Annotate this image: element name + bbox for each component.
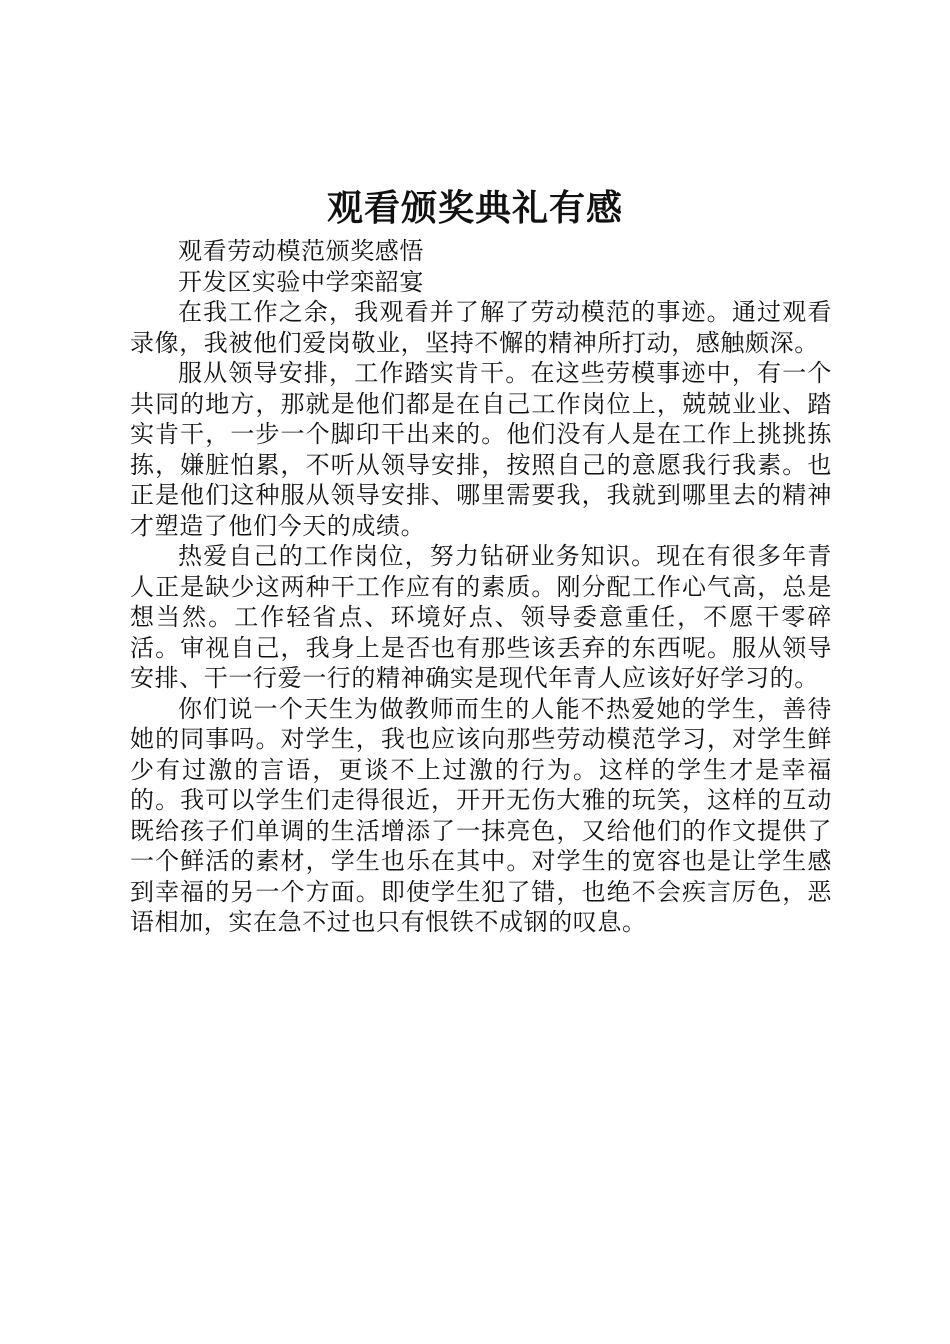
document-body [130, 236, 832, 938]
body-paragraph: 在我工作之余，我观看并了解了劳动模范的事迹。通过观看录像，我被他们爱岗敬业，坚持不懈的精神所打动，感触颇深。 [130, 298, 832, 357]
document-subtitle: 观看劳动模范颁奖感悟 [178, 237, 424, 265]
document-author: 开发区实验中学栾韶宴 [178, 267, 424, 296]
body-paragraph: 服从领导安排，工作踏实肯干。在这些劳模事迹中，有一个共同的地方，那就是他们都是在自己工作岗位上，兢兢业业、踏实肯干，一步一个脚印干出来的。他们没有人是在工作上挑挑拣拣，嫌脏怕累，不听从领导安排，按照自己的意愿我行我素。也正是他们这种服从领导安排、哪里需要我，我就到哪里去的精神才塑造了他们今天的成绩。 [130, 359, 832, 540]
body-paragraph: 你们说一个天生为做教师而生的人能不热爱她的学生，善待她的同事吗。对学生，我也应该向那些劳动模范学习，对学生鲜少有过激的言语，更谈不上过激的行为。这样的学生才是幸福的。我可以学生们走得很近，开开无伤大雅的玩笑，这样的互动既给孩子们单调的生活增添了一抹亮色，又给他们的作文提供了一个鲜活的素材，学生也乐在其中。对学生的宽容也是让学生感到幸福的另一个方面。即使学生犯了错，也绝不会疾言厉色，恶语相加，实在急不过也只有恨铁不成钢的叹息。 [130, 694, 832, 936]
body-paragraph: 热爱自己的工作岗位，努力钻研业务知识。现在有很多年青人正是缺少这两种干工作应有的素质。刚分配工作心气高，总是想当然。工作轻省点、环境好点、领导委意重任，不愿干零碎活。审视自己，我身上是否也有那些该丢弃的东西呢。服从领导安排、干一行爱一行的精神确实是现代年青人应该好好学习的。 [130, 542, 832, 692]
document-title: 观看颁奖典礼有感 [326, 187, 623, 229]
